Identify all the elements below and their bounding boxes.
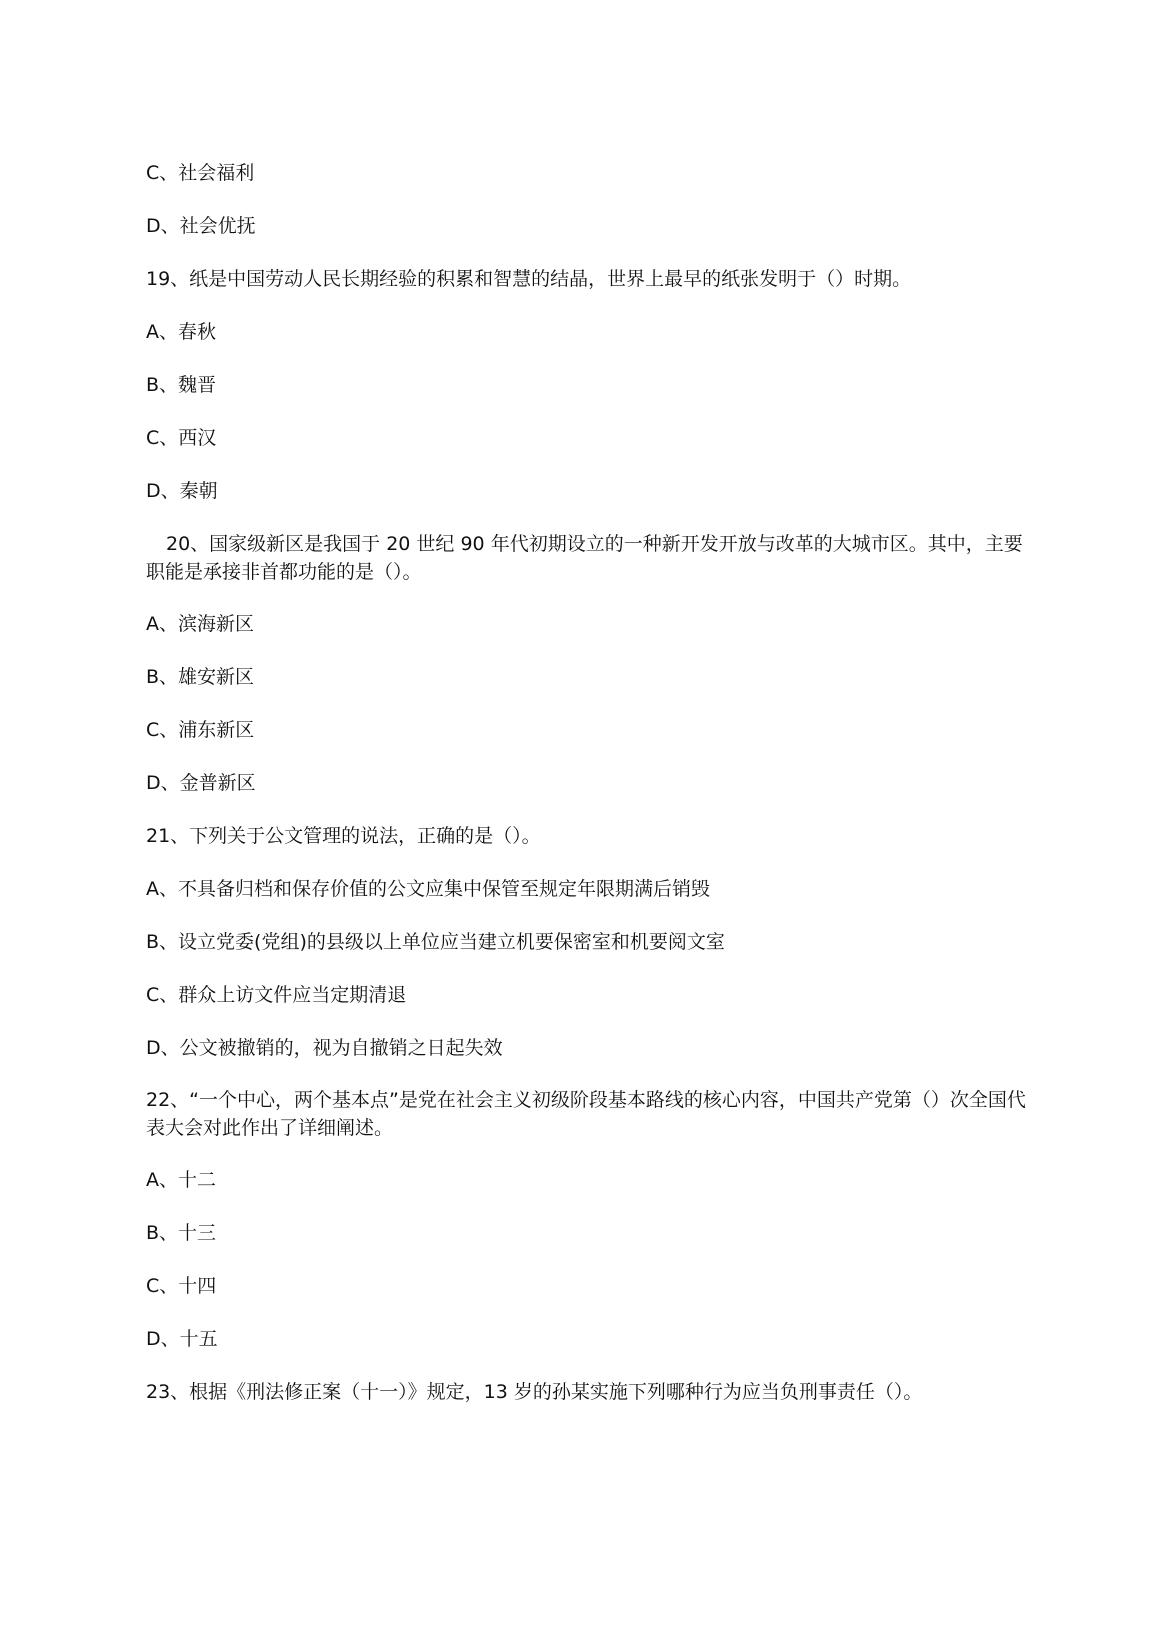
q21-option-c: C、群众上访文件应当定期清退	[146, 984, 407, 1006]
q22-question: 22、“一个中心，两个基本点”是党在社会主义初级阶段基本路线的核心内容，中国共产党第（）次全国代表大会对此作出了详细阐述。	[146, 1089, 1026, 1139]
q22-option-b: B、十三	[146, 1222, 217, 1244]
q22-option-d: D、十五	[146, 1328, 218, 1350]
q19-option-b: B、魏晋	[146, 374, 217, 396]
q21-option-d: D、公文被撤销的，视为自撤销之日起失效	[146, 1037, 503, 1059]
q19-question: 19、纸是中国劳动人民长期经验的积累和智慧的结晶，世界上最早的纸张发明于（）时期。	[146, 268, 912, 290]
q18-option-c: C、社会福利	[146, 162, 255, 184]
q19-option-d: D、秦朝	[146, 480, 218, 502]
q19-option-a: A、春秋	[146, 321, 216, 343]
q22-option-a: A、十二	[146, 1169, 216, 1191]
q21-question: 21、下列关于公文管理的说法，正确的是（）。	[146, 825, 541, 847]
q19-option-c: C、西汉	[146, 427, 217, 449]
q22-option-c: C、十四	[146, 1275, 217, 1297]
q21-option-a: A、不具备归档和保存价值的公文应集中保管至规定年限期满后销毁	[146, 878, 710, 900]
q23-question: 23、根据《刑法修正案（十一）》规定，13 岁的孙某实施下列哪种行为应当负刑事责任（）。	[146, 1381, 923, 1403]
q20-option-a: A、滨海新区	[146, 613, 254, 635]
q20-option-b: B、雄安新区	[146, 666, 255, 688]
q20-option-d: D、金普新区	[146, 772, 256, 794]
q21-option-b: B、设立党委(党组)的县级以上单位应当建立机要保密室和机要阅文室	[146, 931, 725, 953]
q20-option-c: C、浦东新区	[146, 719, 255, 741]
q18-option-d: D、社会优抚	[146, 215, 256, 237]
q20-question: 20、国家级新区是我国于 20 世纪 90 年代初期设立的一种新开发开放与改革的大城市区。其中，主要职能是承接非首都功能的是（）。	[146, 533, 1023, 583]
